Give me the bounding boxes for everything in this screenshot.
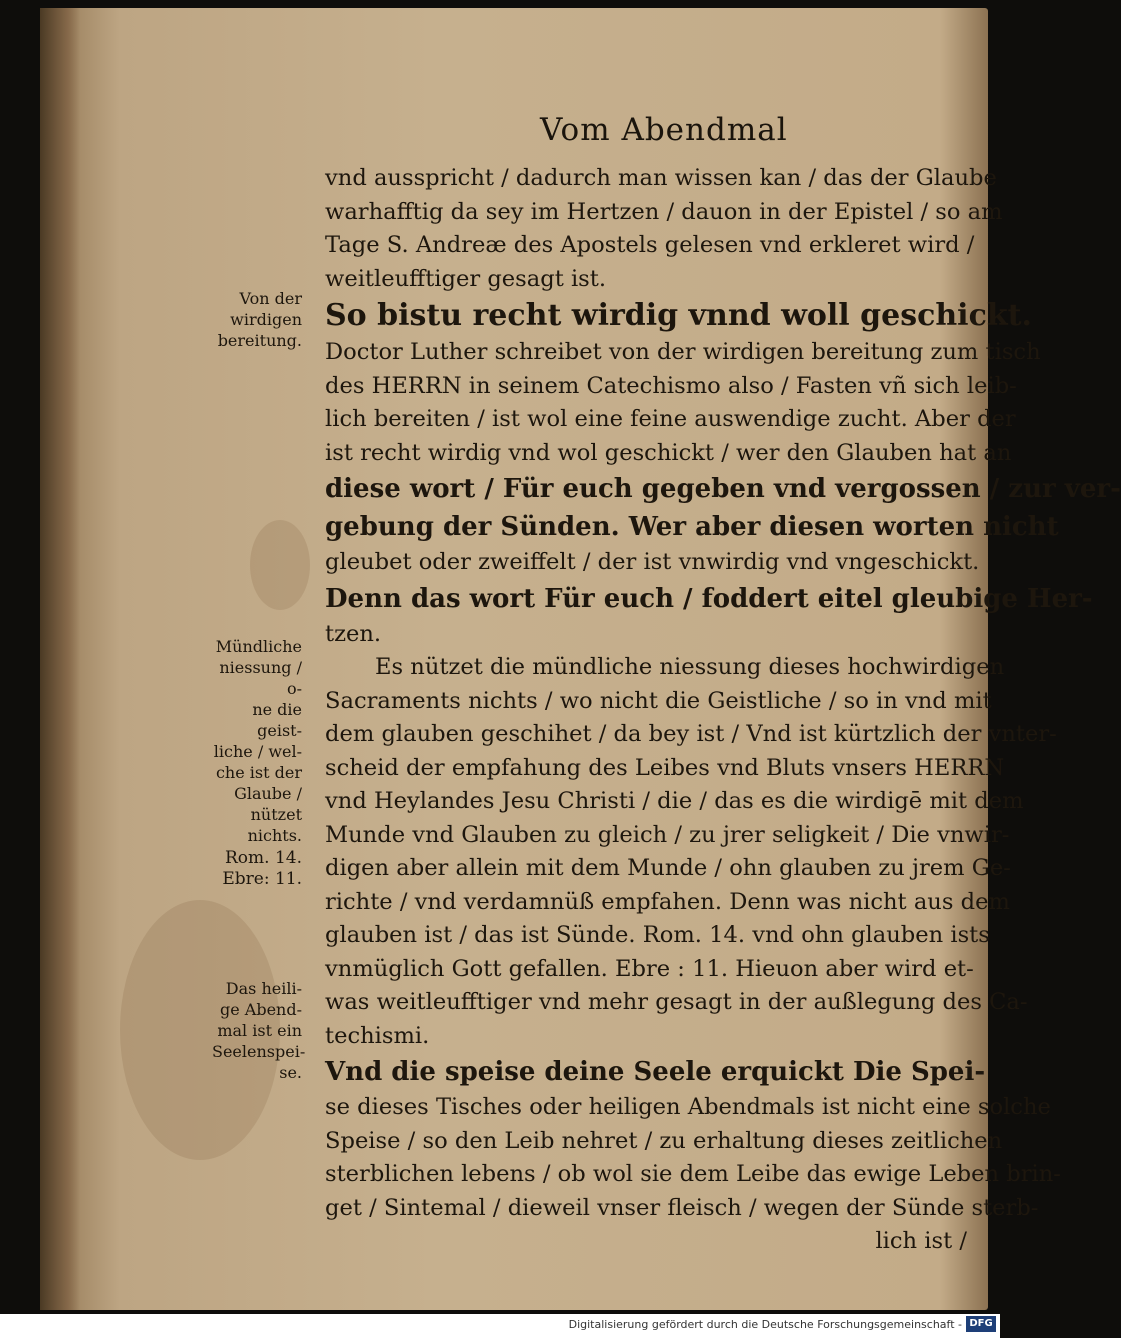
text-line: Speise / so den Leib nehret / zu erhaltung dieses zeitlichen <box>325 1127 1003 1154</box>
main-text-block <box>325 162 1121 1259</box>
text-line: was weitleufftiger vnd mehr gesagt in der außlegung des Ca- <box>325 989 1028 1015</box>
text-line: Doctor Luther schreibet von der wirdigen bereitung zum tisch <box>325 339 1041 365</box>
text-line: tzen. <box>325 620 382 647</box>
margin-note-line: mal ist ein <box>217 1021 302 1040</box>
margin-note-references <box>212 848 302 890</box>
margin-note-line: liche / wel- <box>213 742 302 761</box>
margin-note-line: ne die geist- <box>252 700 302 740</box>
text-line: lich bereiten / ist wol eine feine auswendige zucht. Aber der <box>325 406 1016 432</box>
margin-note-line: Von der <box>239 289 302 308</box>
text-line: vnd Heylandes Jesu Christi / die / das es die wirdigē mit dem <box>325 788 1024 814</box>
text-line: des HERRN in seinem Catechismo also / Fasten vñ sich leib- <box>325 372 1017 399</box>
text-line: se dieses Tisches oder heiligen Abendmals ist nicht eine solche <box>325 1094 1051 1120</box>
text-line: ist recht wirdig vnd wol geschickt / wer den Glauben hat an <box>325 439 1012 466</box>
margin-note-line: che ist der <box>215 763 302 782</box>
margin-note-abendmal <box>212 978 306 1083</box>
funding-notice: Digitalisierung gefördert durch die Deutsche Forschungsgemeinschaft - <box>568 1318 962 1331</box>
text-line-heading: So bistu recht wirdig vnnd woll geschickt. <box>325 298 1032 333</box>
margin-note-line: nichts. <box>247 826 302 845</box>
text-line-emphasis: Vnd die speise deine Seele erquickt Die Spei- <box>325 1057 986 1087</box>
margin-note-line: niessung / o- <box>219 658 302 698</box>
margin-note-line: Rom. 14. <box>225 848 302 868</box>
text-line: Sacraments nichts / wo nicht die Geistliche / so in vnd mit <box>325 687 992 714</box>
text-line: techismi. <box>325 1022 430 1049</box>
text-line: glauben ist / das ist Sünde. Rom. 14. vnd ohn glauben ists <box>325 922 990 948</box>
text-line: dem glauben geschihet / da bey ist / Vnd ist kürtzlich der vnter- <box>325 721 1057 747</box>
margin-note-line: ge Abend- <box>219 1000 302 1019</box>
text-line-emphasis: diese wort / Für euch gegeben vnd vergossen / zur ver- <box>325 474 1121 504</box>
text-line: Es nützet die mündliche niessung dieses hochwirdigen <box>375 654 1005 680</box>
text-line: vnmüglich Gott gefallen. Ebre : 11. Hieuon aber wird et- <box>325 955 974 982</box>
text-line-emphasis: gebung der Sünden. Wer aber diesen worten nicht <box>325 512 1059 542</box>
margin-note-line: nützet <box>250 805 302 824</box>
dfg-logo: DFG <box>966 1316 996 1332</box>
text-line: Munde vnd Glauben zu gleich / zu jrer seligkeit / Die vnwir- <box>325 821 1010 848</box>
text-line-emphasis: Denn das wort Für euch / foddert eitel gleubige Her- <box>325 583 1093 614</box>
text-line: richte / vnd verdamnüß empfahen. Denn was nicht aus dem <box>325 888 1010 915</box>
margin-note-line: bereitung. <box>217 331 302 350</box>
text-line: scheid der empfahung des Leibes vnd Bluts vnsers HERRN <box>325 754 1005 781</box>
margin-note-line: Seelenspei- <box>212 1042 306 1061</box>
page-stain <box>250 520 310 610</box>
text-line: warhafftig da sey im Hertzen / dauon in der Epistel / so am <box>325 198 1003 225</box>
text-line: weitleufftiger gesagt ist. <box>325 265 607 292</box>
page-spine-shadow <box>40 8 80 1310</box>
margin-note-line: Glaube / <box>234 784 302 803</box>
text-line: gleubet oder zweiffelt / der ist vnwirdig vnd vngeschickt. <box>325 549 980 575</box>
text-line: digen aber allein mit dem Munde / ohn glauben zu jrem Ge- <box>325 855 1011 881</box>
margin-note-bereitung <box>212 288 302 351</box>
text-line: sterblichen lebens / ob wol sie dem Leibe das ewige Leben brin- <box>325 1161 1061 1187</box>
margin-note-niessung <box>212 636 302 846</box>
margin-note-line: Das heili- <box>225 979 302 998</box>
text-line: Tage S. Andreæ des Apostels gelesen vnd erkleret wird / <box>325 232 975 258</box>
running-head: Vom Abendmal <box>540 112 788 148</box>
margin-note-line: wirdigen <box>230 310 302 329</box>
text-line: vnd ausspricht / dadurch man wissen kan / das der Glaube <box>325 165 997 191</box>
text-line: get / Sintemal / dieweil vnser fleisch / wegen der Sünde sterb- <box>325 1194 1039 1221</box>
margin-note-line: Mündliche <box>215 637 302 656</box>
margin-note-line: Ebre: 11. <box>222 869 302 889</box>
margin-note-line: se. <box>279 1063 302 1082</box>
text-line: lich ist / <box>875 1228 967 1254</box>
